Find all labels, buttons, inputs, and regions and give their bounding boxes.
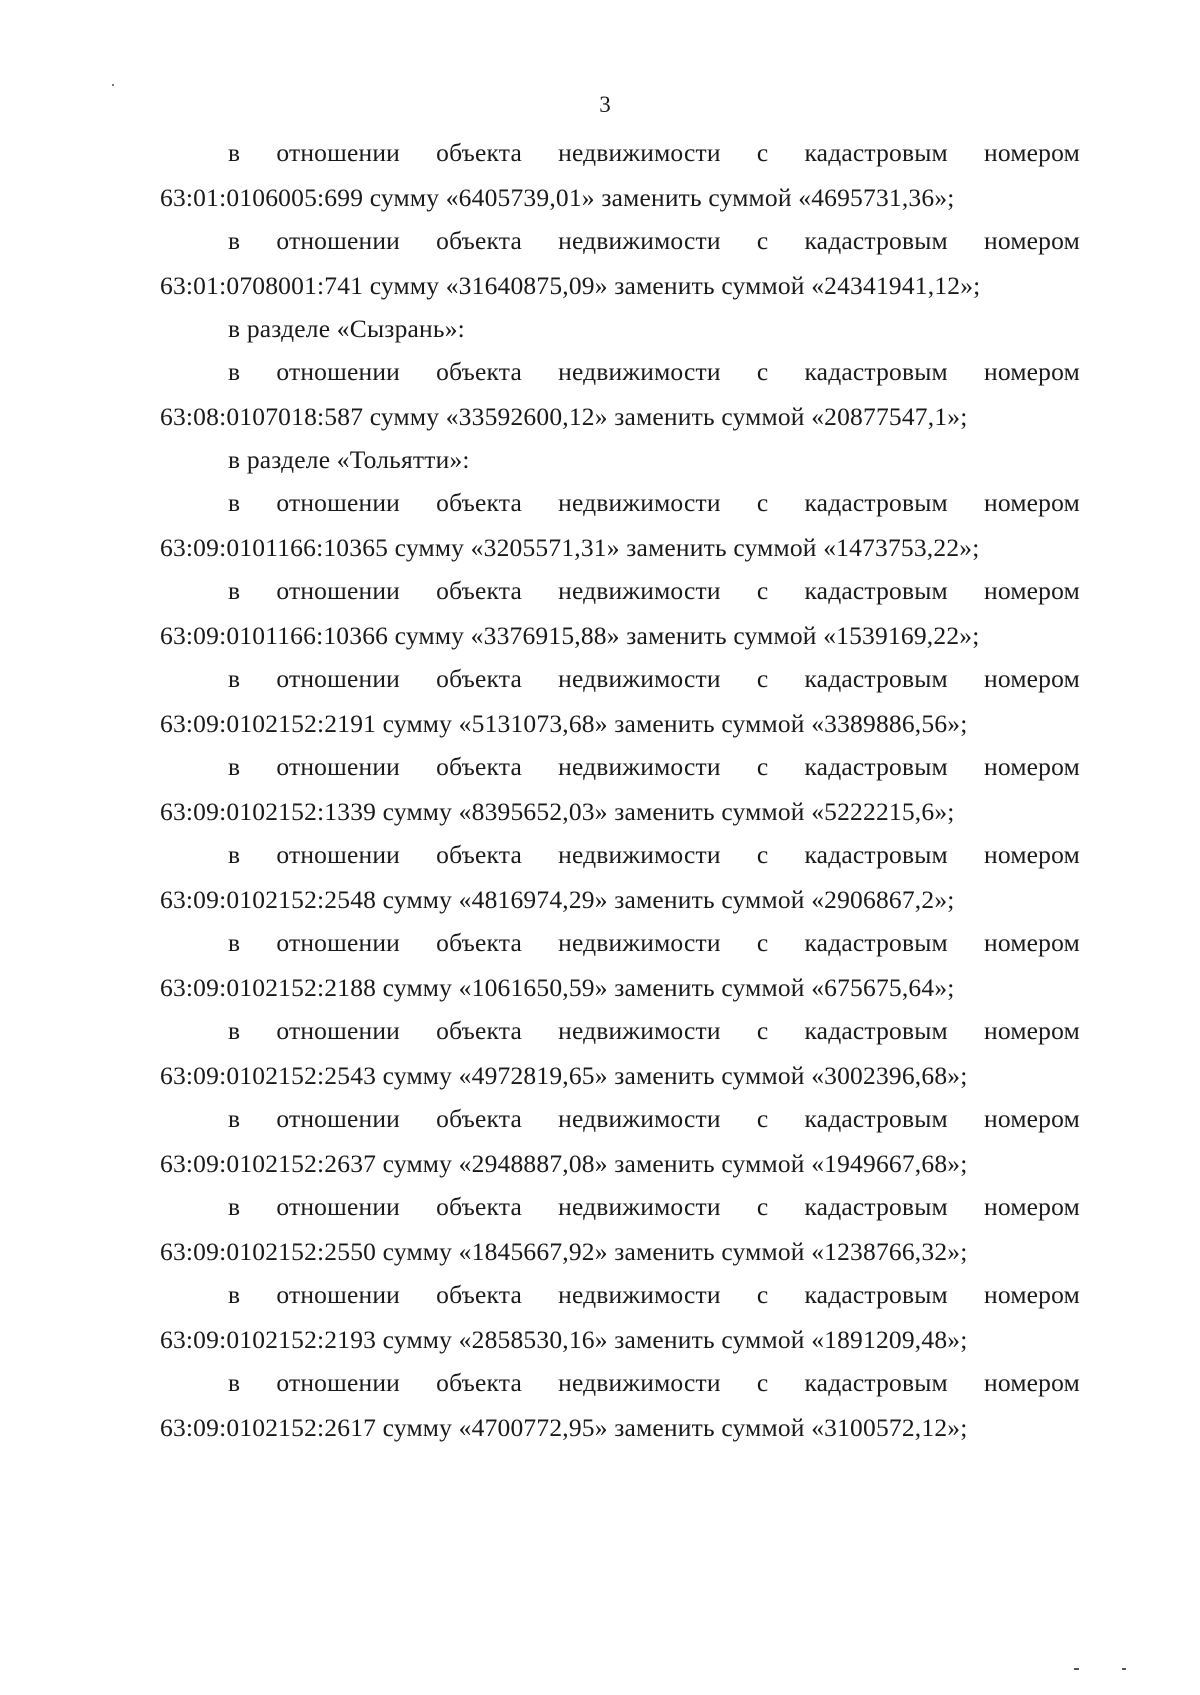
paragraph-second-line: 63:09:0102152:2191 сумму «5131073,68» заменить суммой «3389886,56»; bbox=[160, 709, 968, 738]
paragraph-word: кадастровым bbox=[804, 138, 948, 167]
paragraph-first-line bbox=[160, 832, 1080, 877]
paragraph-word: в bbox=[228, 664, 241, 693]
paragraph-word: с bbox=[756, 1368, 769, 1397]
paragraph-second-line: 63:09:0102152:2543 сумму «4972819,65» заменить суммой «3002396,68»; bbox=[160, 1061, 968, 1090]
paragraph-word: недвижимости bbox=[558, 1368, 721, 1397]
paragraph-word: номером bbox=[984, 664, 1080, 693]
paragraph-word: кадастровым bbox=[804, 226, 948, 255]
paragraph-word: отношении bbox=[276, 664, 401, 693]
paragraph-word: объекта bbox=[436, 226, 522, 255]
paragraph-word: номером bbox=[984, 488, 1080, 517]
paragraph-word: кадастровым bbox=[804, 928, 948, 957]
section-heading-text: в разделе «Сызрань»: bbox=[228, 314, 465, 343]
section-heading bbox=[160, 437, 1080, 482]
paragraph-word: недвижимости bbox=[558, 1192, 721, 1221]
amendment-paragraph bbox=[160, 1360, 1080, 1450]
amendment-paragraph bbox=[160, 1096, 1080, 1186]
paragraph-word: объекта bbox=[436, 840, 522, 869]
paragraph-word: номером bbox=[984, 226, 1080, 255]
paragraph-word: отношении bbox=[276, 1104, 401, 1133]
paragraph-word: недвижимости bbox=[558, 1104, 721, 1133]
amendment-paragraph bbox=[160, 568, 1080, 658]
paragraph-word: с bbox=[756, 1104, 769, 1133]
paragraph-word: недвижимости bbox=[558, 1016, 721, 1045]
paragraph-word: объекта bbox=[436, 1016, 522, 1045]
paragraph-first-line bbox=[160, 218, 1080, 263]
scan-speck bbox=[1074, 1668, 1079, 1670]
paragraph-word: в bbox=[228, 840, 241, 869]
scan-speck bbox=[112, 84, 114, 86]
paragraph-word: номером bbox=[984, 1016, 1080, 1045]
amendment-paragraph bbox=[160, 130, 1080, 220]
paragraph-word: номером bbox=[984, 138, 1080, 167]
paragraph-word: в bbox=[228, 1104, 241, 1133]
paragraph-word: номером bbox=[984, 1280, 1080, 1309]
amendment-paragraph bbox=[160, 349, 1080, 439]
paragraph-word: недвижимости bbox=[558, 488, 721, 517]
paragraph-second-line: 63:09:0102152:1339 сумму «8395652,03» заменить суммой «5222215,6»; bbox=[160, 797, 955, 826]
page-number: 3 bbox=[599, 92, 611, 117]
paragraph-second-line: 63:09:0102152:2188 сумму «1061650,59» заменить суммой «675675,64»; bbox=[160, 973, 955, 1002]
paragraph-second-line: 63:09:0102152:2550 сумму «1845667,92» заменить суммой «1238766,32»; bbox=[160, 1237, 968, 1266]
paragraph-second-line: 63:09:0102152:2617 сумму «4700772,95» заменить суммой «3100572,12»; bbox=[160, 1413, 968, 1442]
paragraph-word: недвижимости bbox=[558, 928, 721, 957]
paragraph-word: недвижимости bbox=[558, 840, 721, 869]
paragraph-word: отношении bbox=[276, 1016, 401, 1045]
amendment-paragraph bbox=[160, 832, 1080, 922]
paragraph-word: в bbox=[228, 1192, 241, 1221]
paragraph-word: кадастровым bbox=[804, 752, 948, 781]
paragraph-second-line: 63:09:0101166:10365 сумму «3205571,31» заменить суммой «1473753,22»; bbox=[160, 533, 980, 562]
paragraph-word: с bbox=[756, 928, 769, 957]
paragraph-first-line bbox=[160, 1096, 1080, 1141]
paragraph-first-line bbox=[160, 1360, 1080, 1405]
paragraph-word: в bbox=[228, 1280, 241, 1309]
paragraph-word: номером bbox=[984, 752, 1080, 781]
paragraph-first-line bbox=[160, 744, 1080, 789]
paragraph-word: с bbox=[756, 226, 769, 255]
amendment-paragraph bbox=[160, 1008, 1080, 1098]
section-heading bbox=[160, 306, 1080, 351]
amendment-paragraph bbox=[160, 1272, 1080, 1362]
paragraph-word: номером bbox=[984, 576, 1080, 605]
paragraph-word: отношении bbox=[276, 576, 401, 605]
paragraph-word: недвижимости bbox=[558, 138, 721, 167]
amendment-paragraph bbox=[160, 218, 1080, 308]
paragraph-word: кадастровым bbox=[804, 576, 948, 605]
paragraph-word: недвижимости bbox=[558, 226, 721, 255]
paragraph-word: кадастровым bbox=[804, 1192, 948, 1221]
paragraph-word: отношении bbox=[276, 488, 401, 517]
paragraph-word: недвижимости bbox=[558, 576, 721, 605]
paragraph-word: с bbox=[756, 1280, 769, 1309]
paragraph-word: номером bbox=[984, 357, 1080, 386]
paragraph-first-line bbox=[160, 130, 1080, 175]
paragraph-word: объекта bbox=[436, 488, 522, 517]
paragraph-word: объекта bbox=[436, 1368, 522, 1397]
paragraph-word: в bbox=[228, 928, 241, 957]
paragraph-word: объекта bbox=[436, 1280, 522, 1309]
paragraph-word: кадастровым bbox=[804, 1280, 948, 1309]
paragraph-word: в bbox=[228, 488, 241, 517]
paragraph-first-line bbox=[160, 656, 1080, 701]
amendment-paragraph bbox=[160, 744, 1080, 834]
paragraph-word: кадастровым bbox=[804, 840, 948, 869]
section-heading-text: в разделе «Тольятти»: bbox=[228, 445, 470, 474]
paragraph-word: кадастровым bbox=[804, 1368, 948, 1397]
paragraph-word: кадастровым bbox=[804, 357, 948, 386]
paragraph-word: кадастровым bbox=[804, 1104, 948, 1133]
paragraph-word: объекта bbox=[436, 664, 522, 693]
paragraph-word: в bbox=[228, 576, 241, 605]
paragraph-second-line: 63:08:0107018:587 сумму «33592600,12» заменить суммой «20877547,1»; bbox=[160, 402, 968, 431]
paragraph-word: недвижимости bbox=[558, 664, 721, 693]
paragraph-word: объекта bbox=[436, 1104, 522, 1133]
paragraph-word: номером bbox=[984, 1104, 1080, 1133]
paragraph-word: отношении bbox=[276, 1280, 401, 1309]
amendment-paragraph bbox=[160, 920, 1080, 1010]
amendment-paragraph bbox=[160, 1184, 1080, 1274]
paragraph-word: отношении bbox=[276, 357, 401, 386]
paragraph-word: отношении bbox=[276, 1368, 401, 1397]
paragraph-second-line: 63:09:0102152:2548 сумму «4816974,29» заменить суммой «2906867,2»; bbox=[160, 885, 955, 914]
paragraph-word: с bbox=[756, 1016, 769, 1045]
paragraph-word: недвижимости bbox=[558, 357, 721, 386]
paragraph-first-line bbox=[160, 480, 1080, 525]
paragraph-word: с bbox=[756, 576, 769, 605]
paragraph-word: отношении bbox=[276, 840, 401, 869]
paragraph-word: недвижимости bbox=[558, 1280, 721, 1309]
paragraph-first-line bbox=[160, 1184, 1080, 1229]
paragraph-second-line: 63:01:0708001:741 сумму «31640875,09» заменить суммой «24341941,12»; bbox=[160, 271, 981, 300]
paragraph-first-line bbox=[160, 1272, 1080, 1317]
paragraph-word: кадастровым bbox=[804, 488, 948, 517]
paragraph-word: номером bbox=[984, 1368, 1080, 1397]
paragraph-word: с bbox=[756, 664, 769, 693]
paragraph-word: отношении bbox=[276, 226, 401, 255]
paragraph-word: номером bbox=[984, 928, 1080, 957]
scan-speck bbox=[1122, 1668, 1126, 1670]
paragraph-word: в bbox=[228, 226, 241, 255]
paragraph-word: номером bbox=[984, 840, 1080, 869]
paragraph-word: с bbox=[756, 840, 769, 869]
paragraph-word: объекта bbox=[436, 357, 522, 386]
amendment-paragraph bbox=[160, 656, 1080, 746]
paragraph-word: с bbox=[756, 138, 769, 167]
paragraph-first-line bbox=[160, 568, 1080, 613]
paragraph-word: в bbox=[228, 752, 241, 781]
paragraph-second-line: 63:09:0102152:2637 сумму «2948887,08» заменить суммой «1949667,68»; bbox=[160, 1149, 968, 1178]
paragraph-first-line bbox=[160, 349, 1080, 394]
paragraph-word: объекта bbox=[436, 928, 522, 957]
paragraph-second-line: 63:01:0106005:699 сумму «6405739,01» заменить суммой «4695731,36»; bbox=[160, 183, 955, 212]
paragraph-first-line bbox=[160, 920, 1080, 965]
paragraph-word: отношении bbox=[276, 928, 401, 957]
paragraph-word: объекта bbox=[436, 138, 522, 167]
paragraph-second-line: 63:09:0101166:10366 сумму «3376915,88» заменить суммой «1539169,22»; bbox=[160, 621, 980, 650]
paragraph-word: с bbox=[756, 1192, 769, 1221]
paragraph-word: объекта bbox=[436, 576, 522, 605]
paragraph-first-line bbox=[160, 1008, 1080, 1053]
paragraph-word: в bbox=[228, 1016, 241, 1045]
paragraph-word: с bbox=[756, 488, 769, 517]
paragraph-word: номером bbox=[984, 1192, 1080, 1221]
paragraph-word: отношении bbox=[276, 1192, 401, 1221]
paragraph-word: объекта bbox=[436, 1192, 522, 1221]
paragraph-word: кадастровым bbox=[804, 1016, 948, 1045]
paragraph-word: недвижимости bbox=[558, 752, 721, 781]
paragraph-word: с bbox=[756, 752, 769, 781]
paragraph-word: отношении bbox=[276, 752, 401, 781]
paragraph-word: в bbox=[228, 1368, 241, 1397]
paragraph-word: объекта bbox=[436, 752, 522, 781]
document-body bbox=[160, 130, 1080, 1450]
paragraph-word: отношении bbox=[276, 138, 401, 167]
paragraph-word: в bbox=[228, 138, 241, 167]
paragraph-word: с bbox=[756, 357, 769, 386]
amendment-paragraph bbox=[160, 480, 1080, 570]
paragraph-second-line: 63:09:0102152:2193 сумму «2858530,16» заменить суммой «1891209,48»; bbox=[160, 1325, 968, 1354]
paragraph-word: в bbox=[228, 357, 241, 386]
paragraph-word: кадастровым bbox=[804, 664, 948, 693]
